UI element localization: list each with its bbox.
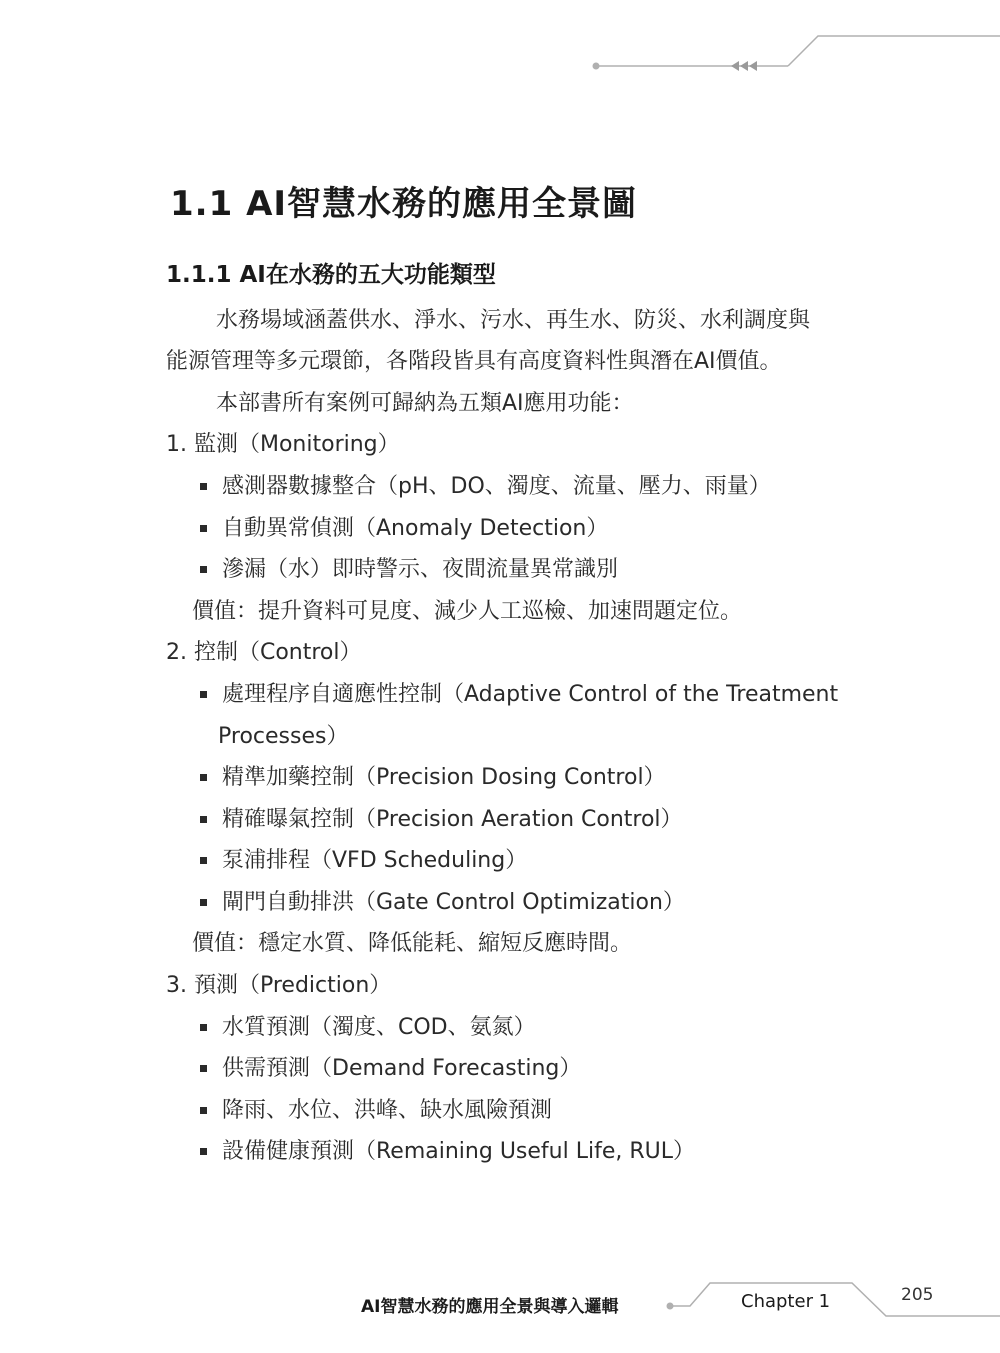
bullet-icon [200, 899, 207, 906]
item-heading-monitoring: 1. 監測（Monitoring） [166, 432, 400, 457]
list-item: 自動異常偵測（Anomaly Detection） [222, 516, 609, 541]
chevron-arrows-icon [731, 61, 757, 71]
footer-book-title: AI智慧水務的應用全景與導入邏輯 [361, 1297, 619, 1317]
item-heading-control: 2. 控制（Control） [166, 640, 362, 665]
bullet-icon [200, 525, 207, 532]
footer-rule [670, 1283, 1000, 1316]
footer-chapter-label: Chapter 1 [741, 1291, 831, 1312]
section-title: 1.1 AI智慧水務的應用全景圖 [170, 184, 638, 224]
list-item: 泵浦排程（VFD Scheduling） [222, 848, 528, 873]
header-dot [593, 63, 600, 70]
item-heading-prediction: 3. 預測（Prediction） [166, 973, 392, 998]
subsection-title: 1.1.1 AI在水務的五大功能類型 [166, 262, 496, 288]
bullet-icon [200, 1107, 207, 1114]
list-item: 精確曝氣控制（Precision Aeration Control） [222, 807, 683, 832]
header-rule [596, 36, 1000, 66]
bullet-icon [200, 1148, 207, 1155]
list-item: 滲漏（水）即時警示、夜間流量異常識別 [222, 557, 619, 582]
list-item-continuation: Processes） [218, 724, 349, 749]
list-item: 處理程序自適應性控制（Adaptive Control of the Treatment [222, 682, 839, 707]
bullet-icon [200, 1065, 207, 1072]
list-item: 供需預測（Demand Forecasting） [222, 1056, 582, 1081]
list-item: 水質預測（濁度、COD、氨氮） [222, 1015, 536, 1040]
bullet-icon [200, 857, 207, 864]
list-item: 感測器數據整合（pH、DO、濁度、流量、壓力、雨量） [222, 474, 771, 499]
list-item: 閘門自動排洪（Gate Control Optimization） [222, 890, 685, 915]
intro-para1-line1: 水務場域涵蓋供水、淨水、污水、再生水、防災、水利調度與 [216, 308, 811, 333]
bullet-icon [200, 691, 207, 698]
list-item: 精準加藥控制（Precision Dosing Control） [222, 765, 666, 790]
item-value: 價值：提升資料可見度、減少人工巡檢、加速問題定位。 [192, 599, 743, 624]
bullet-icon [200, 816, 207, 823]
list-item: 設備健康預測（Remaining Useful Life, RUL） [222, 1139, 695, 1164]
bullet-icon [200, 774, 207, 781]
item-value: 價值：穩定水質、降低能耗、縮短反應時間。 [192, 931, 633, 956]
bullet-icon [200, 566, 207, 573]
bullet-icon [200, 483, 207, 490]
list-item: 降雨、水位、洪峰、缺水風險預測 [222, 1098, 553, 1123]
footer-dot [667, 1303, 674, 1310]
bullet-icon [200, 1024, 207, 1031]
page-number: 205 [901, 1285, 934, 1305]
intro-para1-line2: 能源管理等多元環節，各階段皆具有高度資料性與潛在AI價值。 [166, 349, 782, 374]
intro-para2: 本部書所有案例可歸納為五類AI應用功能： [216, 391, 634, 416]
